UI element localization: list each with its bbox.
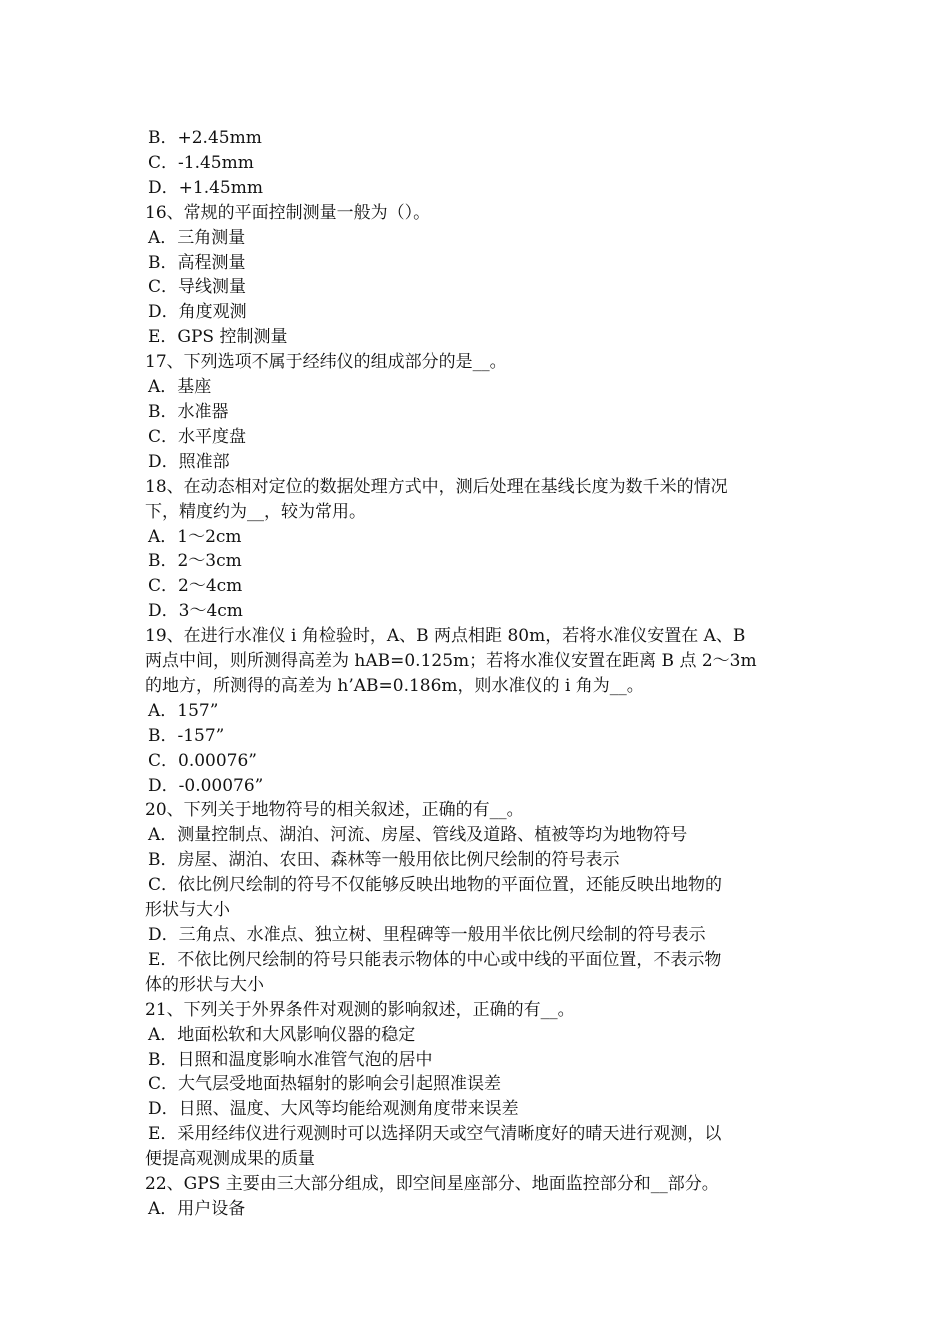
- answer-option: D．日照、温度、大风等均能给观测角度带来误差: [148, 1099, 519, 1120]
- answer-option: C．2～4cm: [148, 576, 243, 597]
- answer-option: B．-157”: [148, 725, 225, 746]
- answer-option: E．GPS 控制测量: [148, 327, 288, 348]
- question-text: 22、GPS 主要由三大部分组成，即空间星座部分、地面监控部分和__部分。: [145, 1174, 719, 1195]
- question-text-block: [145, 126, 810, 1222]
- answer-option: D．角度观测: [148, 302, 247, 323]
- question-text: 体的形状与大小: [145, 974, 264, 995]
- answer-option: D．照准部: [148, 451, 230, 472]
- question-text: 20、下列关于地物符号的相关叙述，正确的有__。: [145, 800, 524, 821]
- question-text: 形状与大小: [145, 900, 230, 921]
- question-text: 下，精度约为__，较为常用。: [145, 501, 366, 522]
- answer-option: A．基座: [148, 377, 212, 398]
- answer-option: D．三角点、水准点、独立树、里程碑等一般用半依比例尺绘制的符号表示: [148, 925, 706, 945]
- answer-option: D．+1.45mm: [148, 177, 263, 198]
- answer-option: B．高程测量: [148, 252, 246, 273]
- answer-option: A．测量控制点、湖泊、河流、房屋、管线及道路、植被等均为地物符号: [148, 825, 688, 846]
- question-text: 21、下列关于外界条件对观测的影响叙述，正确的有__。: [145, 999, 575, 1020]
- answer-option: C．-1.45mm: [148, 152, 254, 173]
- answer-option: A．用户设备: [148, 1198, 246, 1219]
- answer-option: C．导线测量: [148, 277, 247, 298]
- answer-option: A．地面松软和大风影响仪器的稳定: [148, 1024, 416, 1045]
- answer-option: D．-0.00076”: [148, 775, 264, 796]
- answer-option: B．水准器: [148, 401, 229, 422]
- answer-option: B．房屋、湖泊、农田、森林等一般用依比例尺绘制的符号表示: [148, 850, 620, 871]
- answer-option: C．0.00076”: [148, 750, 257, 771]
- answer-option: D．3～4cm: [148, 601, 243, 622]
- question-text: 16、常规的平面控制测量一般为（）。: [145, 202, 431, 223]
- answer-option: E．采用经纬仪进行观测时可以选择阴天或空气清晰度好的晴天进行观测，以: [148, 1124, 722, 1145]
- question-text: 的地方，所测得的高差为 h’AB=0.186m，则水准仪的 i 角为__。: [145, 675, 644, 696]
- answer-option: A．三角测量: [148, 227, 246, 248]
- question-text: 17、下列选项不属于经纬仪的组成部分的是__。: [145, 352, 507, 373]
- answer-option: C．依比例尺绘制的符号不仅能够反映出地物的平面位置，还能反映出地物的: [148, 875, 723, 896]
- answer-option: A．1～2cm: [148, 526, 242, 547]
- answer-option: B．日照和温度影响水准管气泡的居中: [148, 1049, 433, 1070]
- question-text: 18、在动态相对定位的数据处理方式中，测后处理在基线长度为数千米的情况: [145, 476, 728, 497]
- answer-option: B．2～3cm: [148, 551, 242, 572]
- question-text: 便提高观测成果的质量: [145, 1149, 315, 1170]
- answer-option: A．157”: [148, 700, 219, 721]
- answer-option: C．水平度盘: [148, 426, 247, 447]
- question-text: 19、在进行水准仪 i 角检验时，A、B 两点相距 80m，若将水准仪安置在 A、B: [145, 626, 746, 647]
- answer-option: E．不依比例尺绘制的符号只能表示物体的中心或中线的平面位置，不表示物: [148, 949, 722, 970]
- question-text: 两点中间，则所测得高差为 hAB=0.125m；若将水准仪安置在距离 B 点 2～3m: [145, 651, 757, 672]
- answer-option: C．大气层受地面热辐射的影响会引起照准误差: [148, 1074, 502, 1095]
- answer-option: B．+2.45mm: [148, 128, 262, 148]
